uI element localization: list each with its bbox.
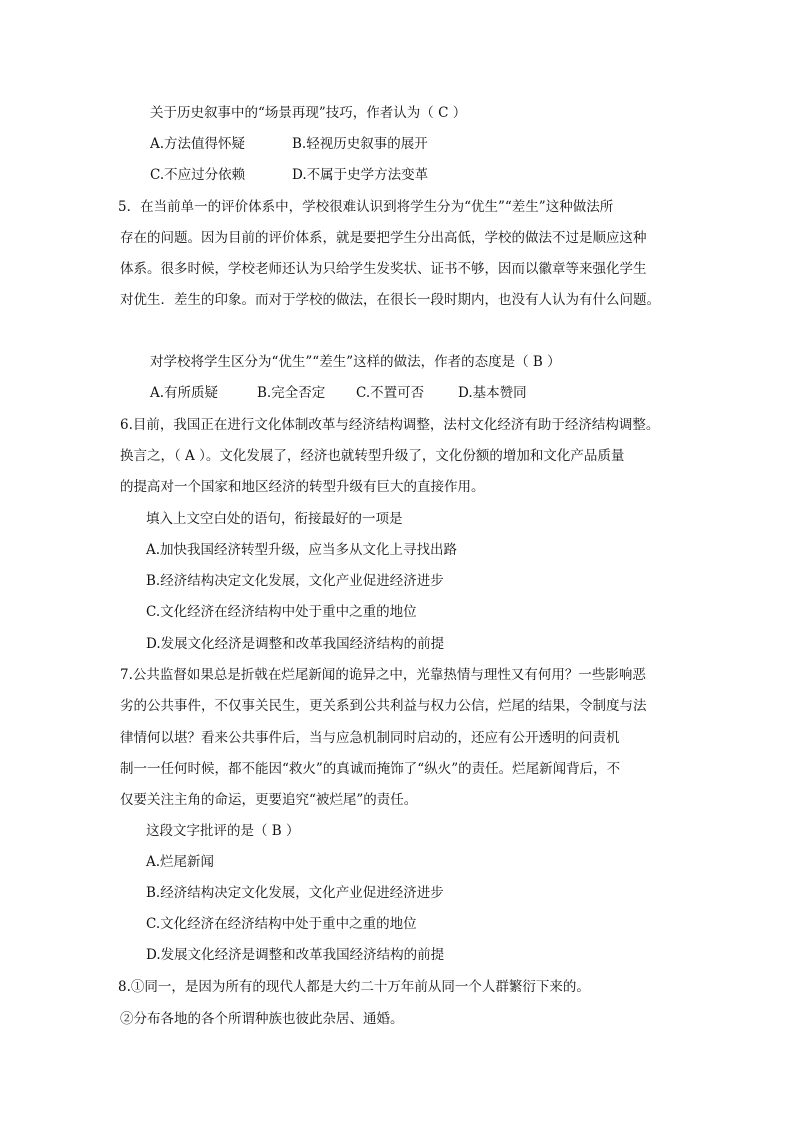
q4-option-c: C.不应过分依赖 [150,167,246,183]
q4-option-a: A.方法值得怀疑 [150,136,246,152]
q4-option-d: D.不属于史学方法变革 [292,167,429,183]
q5-passage-line: 存在的问题。因为目前的评价体系，就是要把学生分出高低，学校的做法不过是顺应这种 [120,230,647,246]
q7-passage-line: 律情何以堪？看来公共事件后，当与应急机制同时启动的，还应有公开透明的问责机 [120,730,620,746]
q6-passage-line: 6.目前，我国正在进行文化体制改革与经济结构调整，法村文化经济有助于经济结构调整。 [120,417,660,433]
q5-stem: 对学校将学生区分为“优生”“差生”这样的做法，作者的态度是（ B ） [150,354,561,370]
q5-passage-line: 5．在当前单一的评价体系中，学校很难认识到将学生分为“优生”“差生”这种做法所 [118,199,614,215]
q7-option-d: D.发展文化经济是调整和改革我国经济结构的前提 [146,947,445,963]
q6-option-a: A.加快我国经济转型升级，应当多从文化上寻找出路 [146,542,458,558]
q7-passage-line: 7.公共监督如果总是折戟在烂尾新闻的诡异之中，光靠热情与理性又有何用？一些影响恶 [120,667,646,683]
q6-passage-line: 换言之，（ A ）。文化发展了，经济也就转型升级了，文化份额的增加和文化产品质量 [120,448,625,464]
q6-option-b: B.经济结构决定文化发展，文化产业促进经济进步 [146,573,444,589]
q8-passage-line: 8.①同一，是因为所有的现代人都是大约二十万年前从同一个人群繁衍下来的。 [118,979,590,995]
q5-option-c: C.不置可否 [356,385,425,401]
q5-option-a: A.有所质疑 [150,385,219,401]
q5-option-b: B.完全否定 [257,385,326,401]
q7-passage-line: 制一一任何时候，都不能因“救火”的真诚而掩饰了“纵火”的责任。烂尾新闻背后，不 [120,761,621,777]
q7-option-a: A.烂尾新闻 [146,854,215,870]
q5-passage-line: 对优生．差生的印象。而对于学校的做法，在很长一段时期内，也没有人认为有什么问题。 [120,292,660,308]
q6-stem: 填入上文空白处的语句，衔接最好的一项是 [146,511,403,527]
q7-option-b: B.经济结构决定文化发展，文化产业促进经济进步 [146,885,444,901]
q6-option-c: C.文化经济在经济结构中处于重中之重的地位 [146,604,417,620]
q6-option-d: D.发展文化经济是调整和改革我国经济结构的前提 [146,636,445,652]
q7-option-c: C.文化经济在经济结构中处于重中之重的地位 [146,916,417,932]
q6-passage-line: 的提高对一个国家和地区经济的转型升级有巨大的直接作用。 [120,479,485,495]
q5-passage-line: 体系。很多时候，学校老师还认为只给学生发奖状、证书不够，因而以徽章等来强化学生 [120,261,647,277]
q4-stem: 关于历史叙事中的“场景再现”技巧，作者认为（ C ） [150,105,467,121]
q8-passage-line: ②分布各地的各个所谓种族也彼此杂居、通婚。 [120,1011,404,1027]
q7-passage-line: 劣的公共事件，不仅事关民生，更关系到公共利益与权力公信，烂尾的结果，令制度与法 [120,698,647,714]
q4-option-b: B.轻视历史叙事的展开 [292,136,428,152]
q7-passage-line: 仅要关注主角的命运，更要追究“被烂尾”的责任。 [120,792,418,808]
q5-option-d: D.基本赞同 [458,385,527,401]
q7-stem: 这段文字批评的是（ B ） [146,823,300,839]
